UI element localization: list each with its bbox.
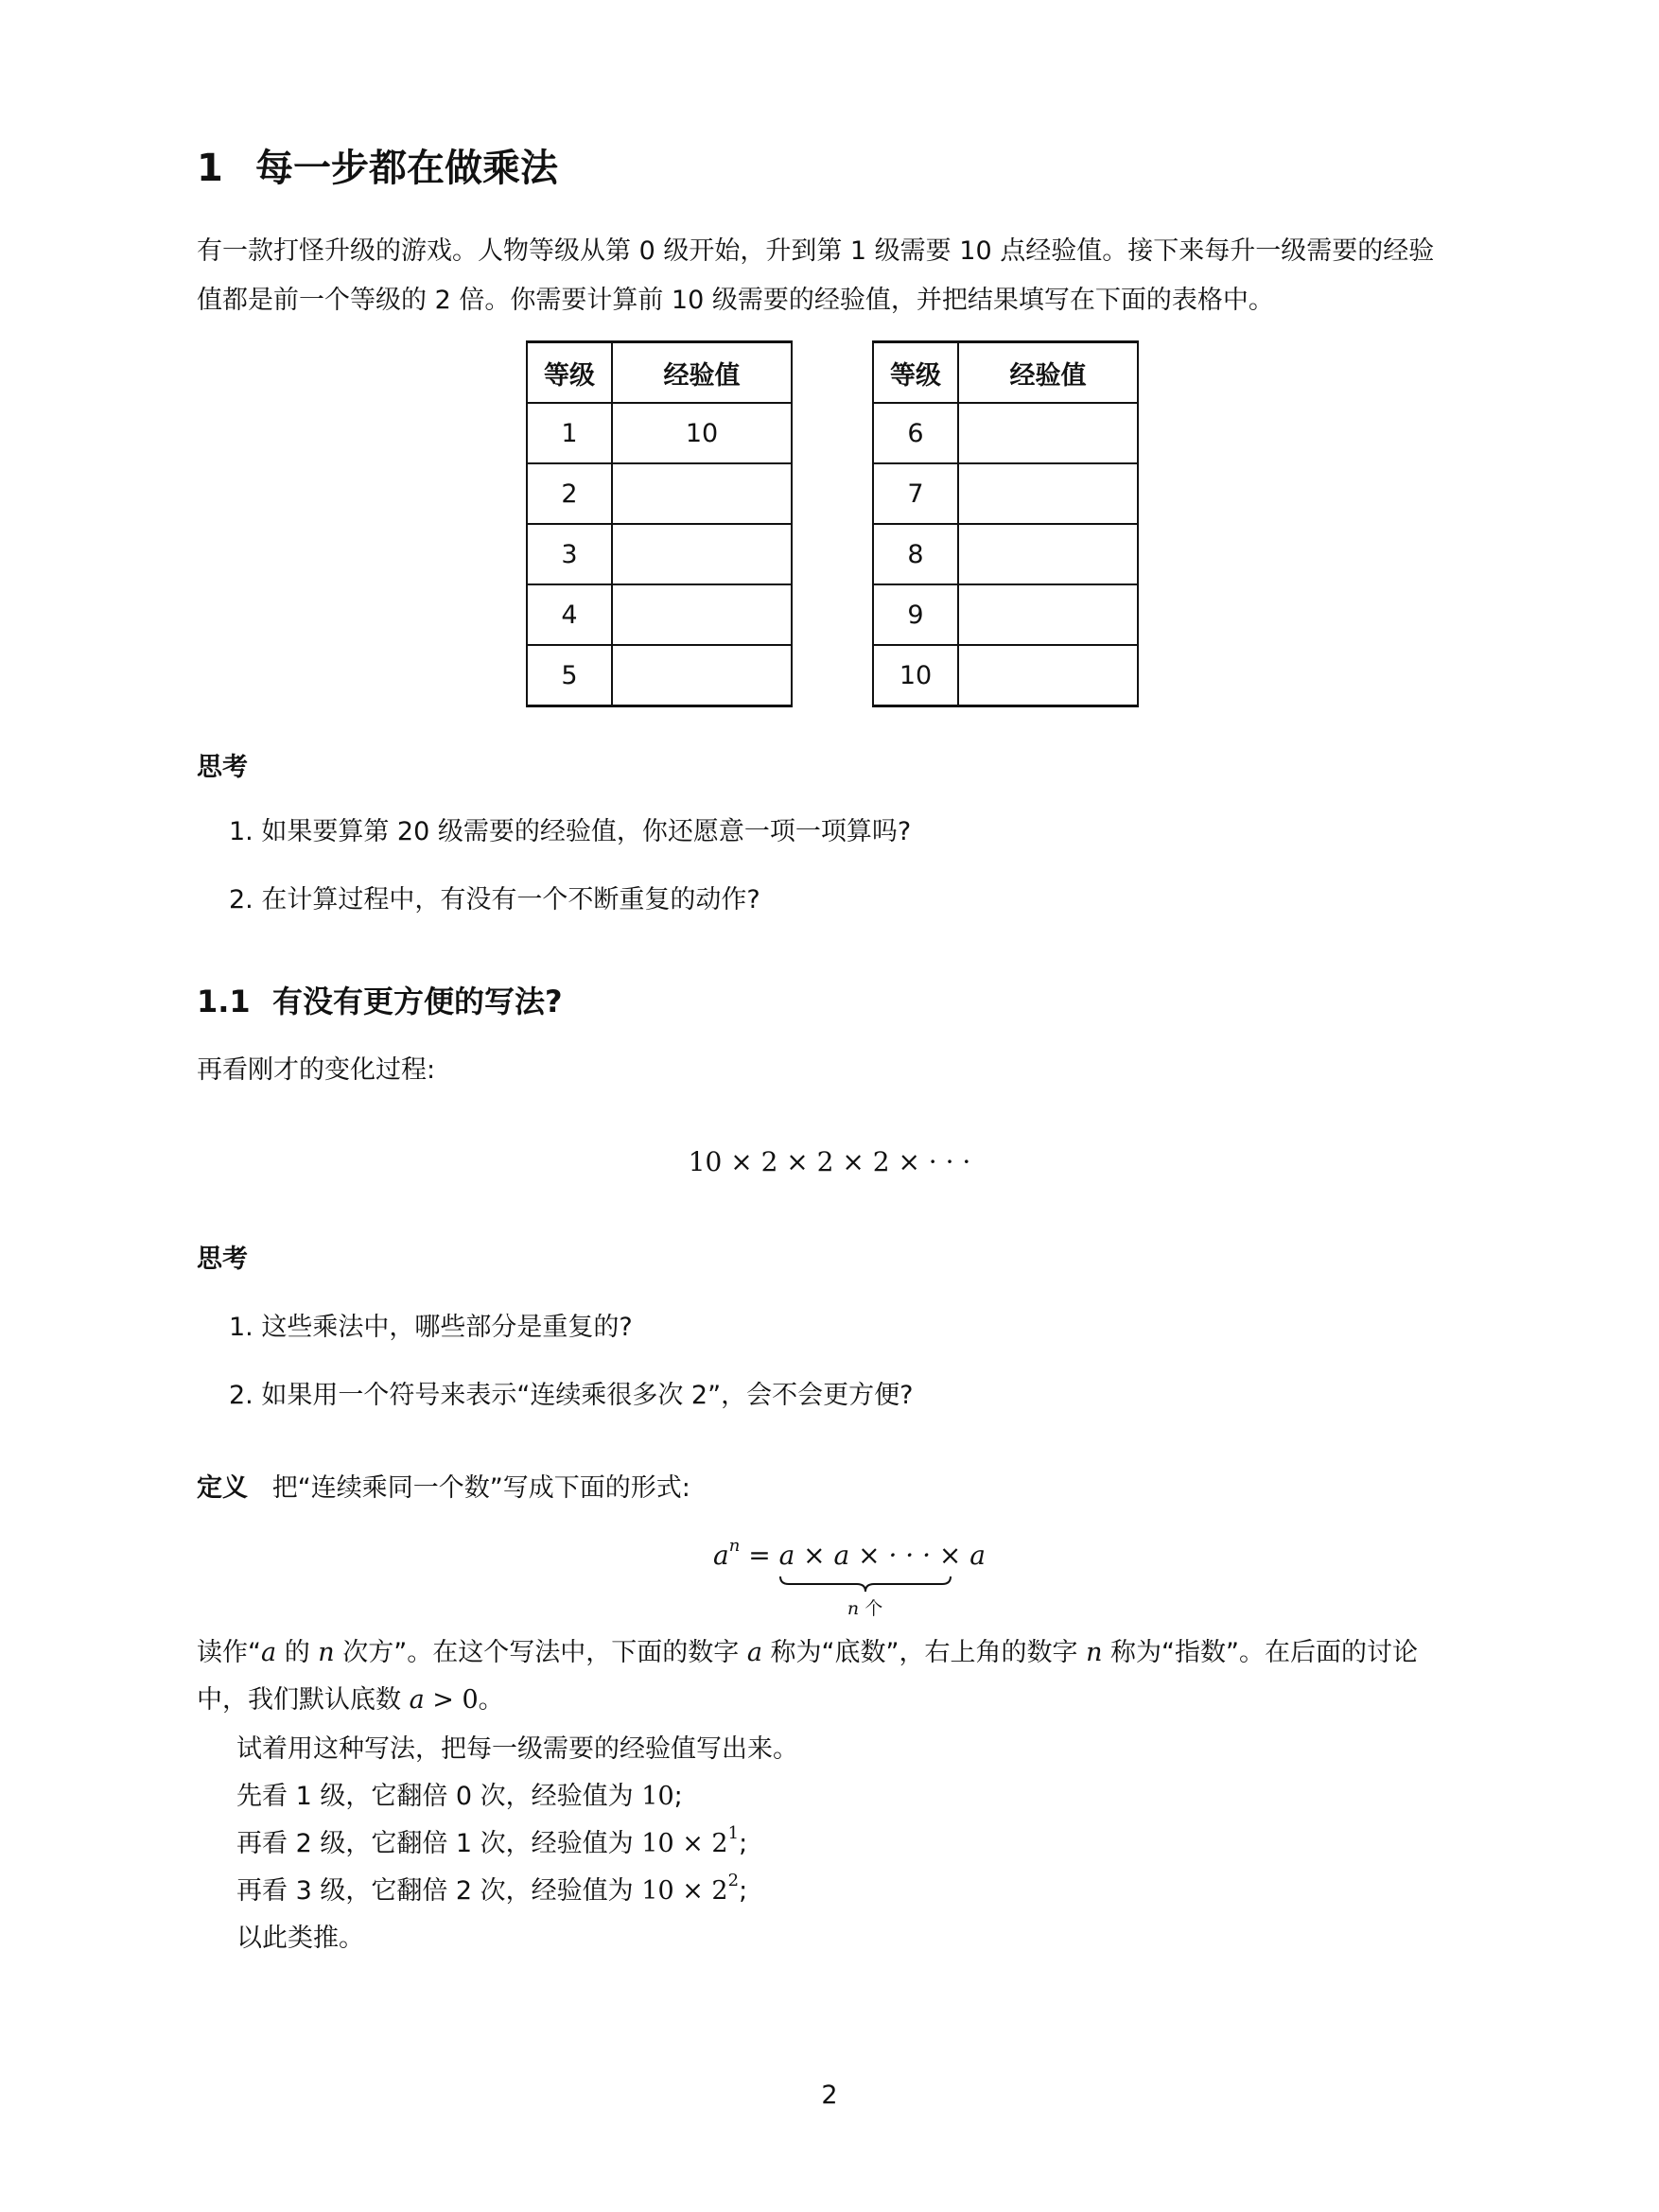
list-marker: 2. <box>229 1381 262 1410</box>
table-row <box>873 463 1138 524</box>
list-item <box>229 1309 633 1347</box>
definition <box>197 1468 690 1509</box>
level-cell: 4 <box>527 584 612 645</box>
table-row <box>527 645 792 706</box>
list-marker: 1. <box>229 1313 262 1342</box>
level-cell: 3 <box>527 524 612 584</box>
level-cell: 9 <box>873 584 958 645</box>
table-header-row <box>527 342 792 404</box>
section-heading <box>197 142 558 195</box>
table-row <box>527 584 792 645</box>
header-exp: 经验值 <box>958 342 1138 404</box>
expansion-text: a × a × · · · × a <box>778 1540 986 1571</box>
step-level-1: 先看 1 级，它翻倍 0 次，经验值为 10; <box>236 1782 683 1811</box>
formula-expansion <box>778 1540 986 1619</box>
section-title: 每一步都在做乘法 <box>255 147 558 190</box>
underbrace-label: n 个 <box>847 1598 883 1619</box>
exp-cell <box>612 463 792 524</box>
formula-exponent: n <box>728 1536 741 1556</box>
step-etc: 以此类推。 <box>236 1924 364 1953</box>
level-cell: 2 <box>527 463 612 524</box>
power-formula <box>713 1536 986 1619</box>
exp-cell <box>958 584 1138 645</box>
table-row <box>527 463 792 524</box>
subsection-heading <box>197 980 563 1023</box>
level-cell: 6 <box>873 403 958 463</box>
intro-line-1: 有一款打怪升级的游戏。人物等级从第 0 级开始，升到第 1 级需要 10 点经验值。接下来每升一级需要的经验 <box>197 236 1435 266</box>
level-cell: 1 <box>527 403 612 463</box>
formula-base: a <box>713 1540 729 1571</box>
definition-text: 把“连续乘同一个数”写成下面的形式: <box>271 1473 690 1503</box>
list-item <box>229 813 911 851</box>
list-item-text: 在计算过程中，有没有一个不断重复的动作? <box>261 885 760 914</box>
list-item-text: 如果用一个符号来表示“连续乘很多次 2”，会不会更方便? <box>261 1381 914 1410</box>
header-level: 等级 <box>527 342 612 404</box>
exp-cell <box>958 524 1138 584</box>
table-row <box>873 403 1138 463</box>
table-row <box>527 403 792 463</box>
header-level: 等级 <box>873 342 958 404</box>
table-row <box>873 524 1138 584</box>
formula-equals: = <box>748 1540 771 1571</box>
read-as-line-1: 读作“a 的 n 次方”。在这个写法中，下面的数字 a 称为“底数”，右上角的数字 n 称为“指数”。在后面的讨论 <box>197 1638 1419 1667</box>
exp-table-right <box>872 340 1139 707</box>
step-intro: 试着用这种写法，把每一级需要的经验值写出来。 <box>236 1734 798 1764</box>
subsection-title: 有没有更方便的写法? <box>272 984 563 1019</box>
level-cell: 5 <box>527 645 612 706</box>
list-item-text: 这些乘法中，哪些部分是重复的? <box>261 1313 633 1342</box>
exp-table-left <box>526 340 793 707</box>
list-item <box>229 1377 913 1415</box>
table-row <box>527 524 792 584</box>
definition-label: 定义 <box>197 1473 248 1503</box>
table-header-row <box>873 342 1138 404</box>
exp-cell <box>958 645 1138 706</box>
list-item-text: 如果要算第 20 级需要的经验值，你还愿意一项一项算吗? <box>261 817 912 846</box>
exp-cell <box>612 584 792 645</box>
page-number: 2 <box>821 2081 838 2110</box>
subsection-number: 1.1 <box>197 984 251 1019</box>
step-level-3: 再看 3 级，它翻倍 2 次，经验值为 $10 \times 2^2$; <box>236 1871 748 1906</box>
exp-cell <box>958 463 1138 524</box>
think-label: 思考 <box>197 753 248 782</box>
header-exp: 经验值 <box>612 342 792 404</box>
underbrace-icon <box>779 1576 952 1593</box>
level-cell: 8 <box>873 524 958 584</box>
level-cell: 7 <box>873 463 958 524</box>
read-as-line-2: 中，我们默认底数 a > 0。 <box>197 1685 504 1715</box>
exp-cell <box>612 645 792 706</box>
review-text: 再看刚才的变化过程: <box>197 1055 436 1085</box>
step-level-2: 再看 2 级，它翻倍 1 次，经验值为 $10 \times 2^1$; <box>236 1823 748 1858</box>
list-marker: 1. <box>229 817 262 846</box>
exp-cell: 10 <box>612 403 792 463</box>
table-row <box>873 645 1138 706</box>
exp-cell <box>612 524 792 584</box>
list-marker: 2. <box>229 885 262 914</box>
exp-cell <box>958 403 1138 463</box>
intro-line-2: 值都是前一个等级的 2 倍。你需要计算前 10 级需要的经验值，并把结果填写在下面的表格中。 <box>197 286 1274 315</box>
table-row <box>873 584 1138 645</box>
list-item <box>229 881 760 919</box>
section-number: 1 <box>197 147 223 190</box>
level-cell: 10 <box>873 645 958 706</box>
equation-doubling: 10 × 2 × 2 × 2 × · · · <box>688 1146 971 1177</box>
think-label: 思考 <box>197 1245 248 1274</box>
